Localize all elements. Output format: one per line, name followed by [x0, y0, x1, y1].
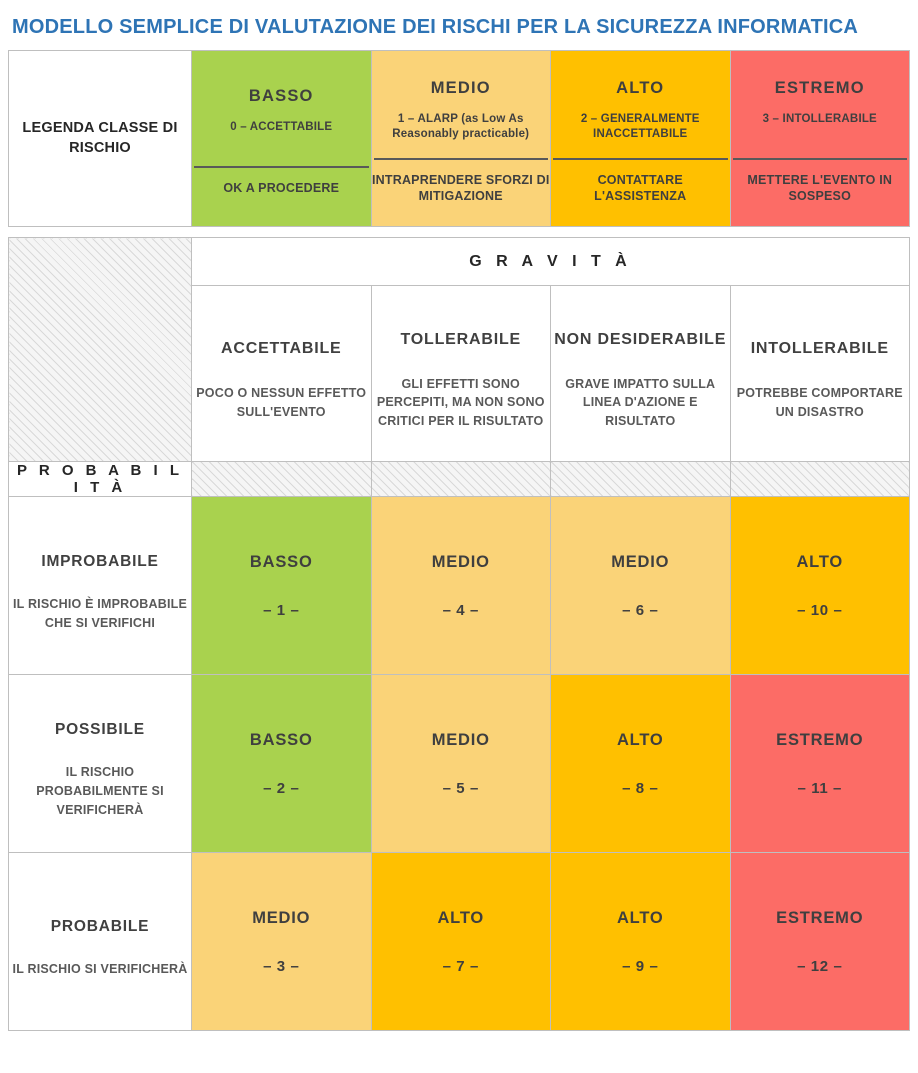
matrix-row-improbabile	[9, 497, 910, 675]
severity-name: INTOLLERABILE	[750, 340, 889, 358]
severity-desc: GLI EFFETTI SONO PERCEPITI, MA NON SONO CRITICI PER IL RISULTATO	[376, 377, 545, 428]
severity-axis-label: G R A V I T À	[192, 238, 910, 286]
risk-cell-number: – 12 –	[797, 957, 843, 975]
risk-cell-9[interactable]	[551, 853, 731, 1031]
risk-cell-5[interactable]	[371, 675, 551, 853]
risk-class-legend-table	[8, 50, 910, 227]
risk-cell-4[interactable]	[371, 497, 551, 675]
risk-cell-10[interactable]	[730, 497, 910, 675]
legend-class-name: ALTO	[616, 78, 665, 97]
matrix-probability-axis-row	[9, 462, 910, 497]
legend-divider	[553, 158, 728, 160]
severity-name: TOLLERABILE	[400, 331, 521, 349]
risk-cell-3[interactable]	[192, 853, 372, 1031]
severity-name: NON DESIDERABILE	[554, 331, 727, 349]
risk-cell-label: BASSO	[249, 552, 313, 571]
legend-divider	[733, 158, 908, 160]
matrix-row-possibile	[9, 675, 910, 853]
legend-class-action: OK A PROCEDERE	[223, 180, 340, 195]
legend-class-action: INTRAPRENDERE SFORZI DI MITIGAZIONE	[371, 172, 550, 203]
severity-header-non-desiderabile	[551, 286, 731, 462]
risk-cell-number: – 8 –	[622, 779, 659, 797]
risk-cell-number: – 9 –	[622, 957, 659, 975]
risk-cell-number: – 5 –	[442, 779, 479, 797]
risk-cell-label: MEDIO	[431, 730, 490, 749]
risk-cell-label: BASSO	[249, 730, 313, 749]
page-title: MODELLO SEMPLICE DI VALUTAZIONE DEI RISCHI PER LA SICUREZZA INFORMATICA	[12, 16, 859, 38]
risk-cell-number: – 11 –	[797, 779, 842, 797]
severity-desc: POCO O NESSUN EFFETTO SULL'EVENTO	[196, 386, 367, 419]
risk-cell-label: ALTO	[616, 908, 664, 927]
risk-cell-number: – 2 –	[263, 779, 300, 797]
legend-class-level: 0 – ACCETTABILE	[230, 120, 333, 133]
probability-desc: IL RISCHIO È IMPROBABILE CHE SI VERIFICHI	[12, 596, 188, 630]
severity-header-tollerabile	[371, 286, 551, 462]
legend-cell-basso	[192, 51, 372, 227]
risk-cell-label: ESTREMO	[776, 908, 864, 927]
legend-title-cell: LEGENDA CLASSE DI RISCHIO	[9, 51, 192, 227]
legend-class-name: MEDIO	[430, 78, 491, 97]
probability-header-improbabile	[9, 497, 192, 675]
risk-cell-11[interactable]	[730, 675, 910, 853]
severity-header-accettabile	[192, 286, 372, 462]
risk-cell-number: – 4 –	[442, 601, 479, 619]
risk-cell-label: ESTREMO	[776, 730, 864, 749]
legend-class-level: 1 – ALARP (as Low As Reasonably practicable)	[392, 112, 530, 141]
legend-cell-estremo	[730, 51, 910, 227]
legend-class-name: ESTREMO	[774, 78, 865, 97]
risk-cell-2[interactable]	[192, 675, 372, 853]
severity-desc: POTREBBE COMPORTARE UN DISASTRO	[736, 386, 903, 419]
legend-divider	[194, 166, 369, 168]
legend-class-level: 3 – INTOLLERABILE	[762, 112, 877, 125]
probability-axis-label: P R O B A B I L I T À	[9, 462, 192, 497]
probability-name: POSSIBILE	[55, 721, 145, 739]
risk-cell-1[interactable]	[192, 497, 372, 675]
risk-cell-7[interactable]	[371, 853, 551, 1031]
risk-cell-label: MEDIO	[252, 908, 311, 927]
risk-cell-number: – 6 –	[622, 601, 659, 619]
probability-desc: IL RISCHIO SI VERIFICHERÀ	[12, 962, 188, 977]
risk-cell-8[interactable]	[551, 675, 731, 853]
probability-desc: IL RISCHIO PROBABILMENTE SI VERIFICHERÀ	[36, 765, 164, 817]
legend-divider	[374, 158, 549, 160]
legend-class-name: BASSO	[248, 86, 314, 105]
hatch-spacer	[371, 462, 551, 497]
probability-name: PROBABILE	[50, 918, 150, 936]
legend-class-level: 2 – GENERALMENTE INACCETTABILE	[580, 112, 700, 141]
risk-matrix-table	[8, 237, 910, 1031]
risk-matrix-wrapper	[8, 237, 910, 1031]
risk-cell-label: ALTO	[437, 908, 485, 927]
risk-cell-6[interactable]	[551, 497, 731, 675]
risk-cell-number: – 3 –	[263, 957, 300, 975]
legend-row	[9, 51, 910, 227]
matrix-corner-hatch	[9, 238, 192, 462]
risk-cell-label: MEDIO	[431, 552, 490, 571]
probability-header-probabile	[9, 853, 192, 1031]
risk-cell-label: MEDIO	[611, 552, 670, 571]
legend-cell-medio	[371, 51, 551, 227]
severity-name: ACCETTABILE	[221, 340, 342, 358]
risk-cell-number: – 10 –	[797, 601, 843, 619]
risk-cell-label: ALTO	[796, 552, 844, 571]
risk-cell-12[interactable]	[730, 853, 910, 1031]
legend-class-action: CONTATTARE L'ASSISTENZA	[594, 172, 687, 203]
risk-cell-number: – 1 –	[263, 601, 300, 619]
legend-cell-alto	[551, 51, 731, 227]
hatch-spacer	[730, 462, 910, 497]
severity-header-intollerabile	[730, 286, 910, 462]
risk-cell-label: ALTO	[616, 730, 664, 749]
matrix-row-probabile	[9, 853, 910, 1031]
severity-desc: GRAVE IMPATTO SULLA LINEA D'AZIONE E RISULTATO	[565, 377, 716, 428]
probability-name: IMPROBABILE	[41, 552, 159, 570]
matrix-severity-axis-row	[9, 238, 910, 286]
hatch-spacer	[192, 462, 372, 497]
legend-class-action: METTERE L'EVENTO IN SOSPESO	[747, 172, 893, 203]
hatch-spacer	[551, 462, 731, 497]
probability-header-possibile	[9, 675, 192, 853]
risk-cell-number: – 7 –	[442, 957, 479, 975]
